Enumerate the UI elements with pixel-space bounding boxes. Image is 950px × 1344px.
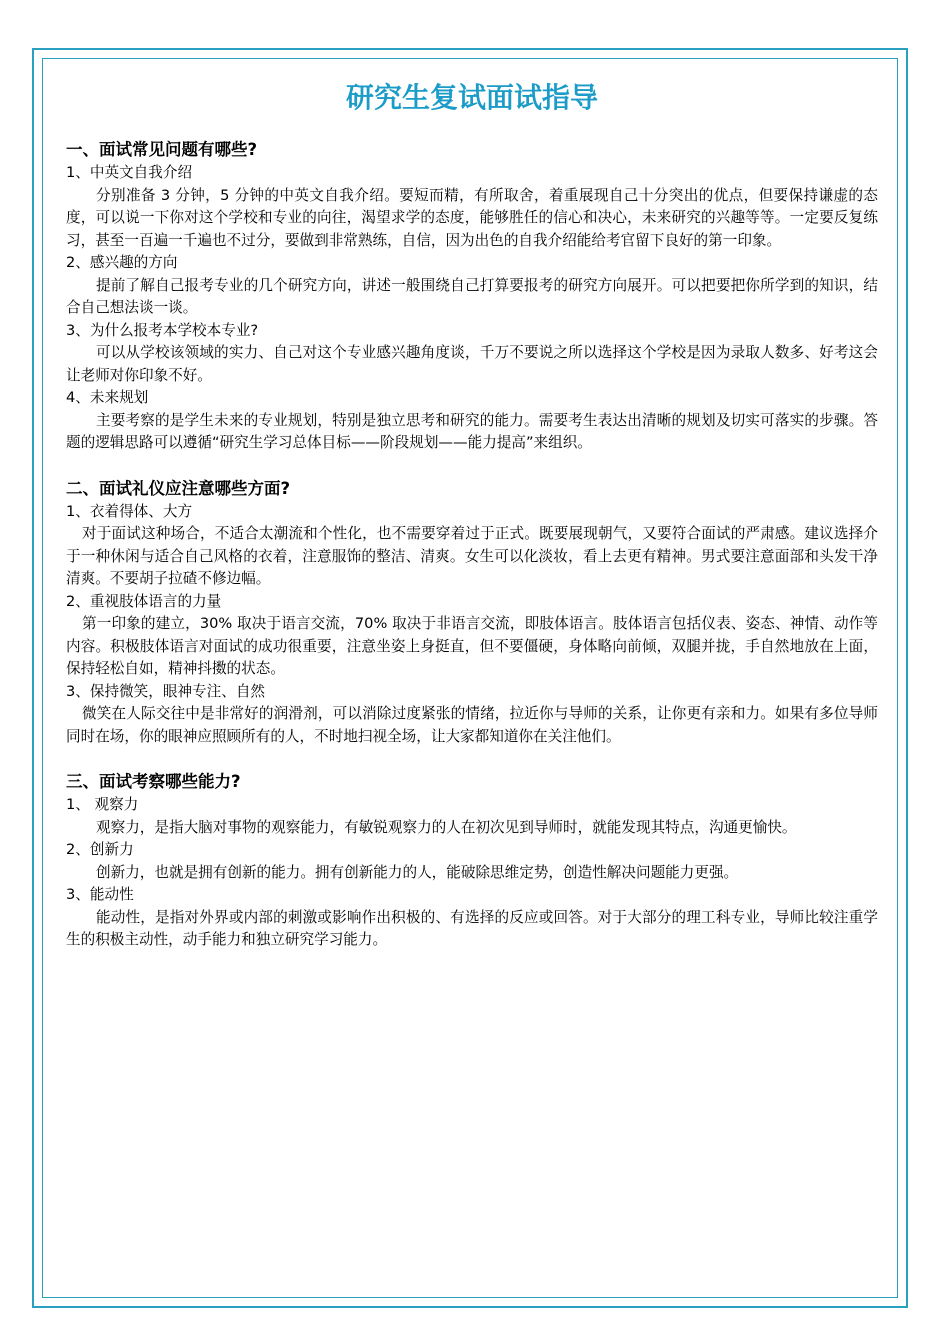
section-heading: 二、面试礼仪应注意哪些方面? <box>66 478 291 498</box>
item-body: 提前了解自己报考专业的几个研究方向，讲述一般围绕自己打算要报考的研究方向展开。可以把要把你所学到的知识，结合自己想法谈一谈。 <box>66 276 878 316</box>
item-heading: 3、保持微笑，眼神专注、自然 <box>66 682 266 700</box>
item-heading: 2、感兴趣的方向 <box>66 254 178 271</box>
document-body <box>66 78 878 974</box>
section-common-questions <box>66 138 878 455</box>
item-body: 对于面试这种场合，不适合太潮流和个性化，也不需要穿着过于正式。既要展现朝气，又要符合面试的严肃感。建议选择介于一种休闲与适合自己风格的衣着，注意服饰的整洁、清爽。女生可以化淡妆，看上去更有精神。男式要注意面部和头发干净清爽。不要胡子拉碴不修边幅。 <box>66 525 878 587</box>
item-heading: 1、 观察力 <box>66 796 139 813</box>
item-body: 第一印象的建立，30% 取决于语言交流，70% 取决于非语言交流，即肢体语言。肢体语言包括仪表、姿态、神情、动作等内容。积极肢体语言对面试的成功很重要，注意坐姿上身挺直，但不要僵硬，身体略向前倾，双腿并拢，手自然地放在上面，保持轻松自如，精神抖擞的状态。 <box>66 615 878 677</box>
item-heading: 1、衣着得体、大方 <box>66 502 193 520</box>
item-body: 创新力，也就是拥有创新的能力。拥有创新能力的人，能破除思维定势，创造性解决问题能力更强。 <box>96 863 739 881</box>
section-heading: 一、面试常见问题有哪些? <box>66 140 258 159</box>
section-etiquette <box>66 477 878 749</box>
item-heading: 3、为什么报考本学校本专业? <box>66 321 259 339</box>
item-body: 主要考察的是学生未来的专业规划，特别是独立思考和研究的能力。需要考生表达出清晰的规划及切实可落实的步骤。答题的逻辑思路可以遵循“研究生学习总体目标——阶段规划——能力提高”来组织。 <box>66 411 878 451</box>
item-heading: 2、重视肢体语言的力量 <box>66 592 222 610</box>
item-body: 可以从学校该领域的实力、自己对这个专业感兴趣角度谈，千万不要说之所以选择这个学校是因为录取人数多、好考这会让老师对你印象不好。 <box>66 344 878 384</box>
page-title: 研究生复试面试指导 <box>345 81 598 114</box>
item-heading: 4、未来规划 <box>66 389 149 406</box>
item-body: 分别准备 3 分钟，5 分钟的中英文自我介绍。要短而精，有所取舍，着重展现自己十分突出的优点，但要保持谦虚的态度，可以说一下你对这个学校和专业的向往，渴望求学的态度，能够胜任的信心和决心，未来研究的兴趣等等。一定要反复练习，甚至一百遍一千遍也不过分，要做到非常熟练，自信，因为出色的自我介绍能给考官留下良好的第一印象。 <box>66 186 878 249</box>
item-heading: 2、创新力 <box>66 841 134 858</box>
item-body: 能动性，是指对外界或内部的刺激或影响作出积极的、有选择的反应或回答。对于大部分的理工科专业，导师比较注重学生的积极主动性，动手能力和独立研究学习能力。 <box>66 908 878 948</box>
item-body: 微笑在人际交往中是非常好的润滑剂，可以消除过度紧张的情绪，拉近你与导师的关系，让你更有亲和力。如果有多位导师同时在场，你的眼神应照顾所有的人，不时地扫视全场，让大家都知道你在关注他们。 <box>66 705 878 745</box>
section-abilities <box>66 770 878 952</box>
item-heading: 1、中英文自我介绍 <box>66 164 193 181</box>
item-body: 观察力，是指大脑对事物的观察能力，有敏锐观察力的人在初次见到导师时，就能发现其特点，沟通更愉快。 <box>96 818 797 836</box>
item-heading: 3、能动性 <box>66 886 134 903</box>
section-heading: 三、面试考察哪些能力? <box>66 772 241 791</box>
